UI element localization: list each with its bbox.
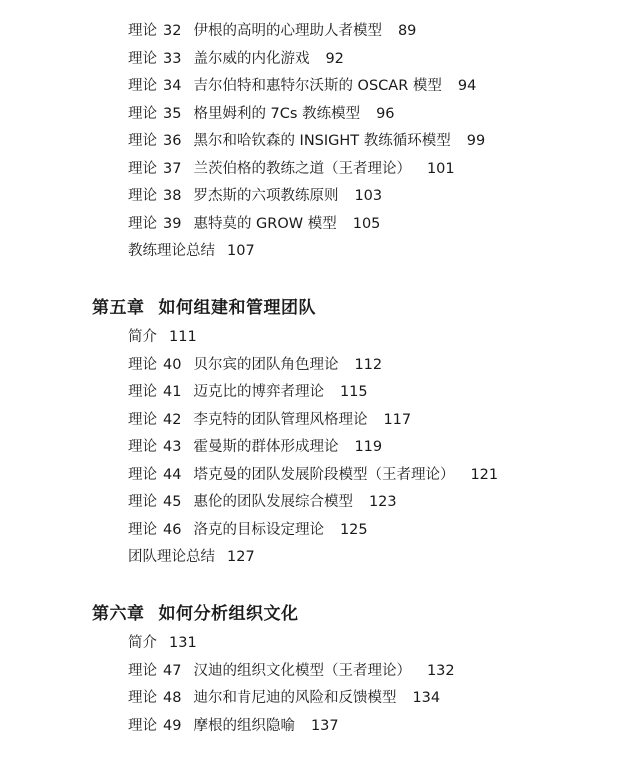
entry-label: 理论 xyxy=(128,384,157,400)
toc-entry[interactable] xyxy=(128,409,411,431)
entry-number: 46 xyxy=(163,521,182,538)
entry-number: 33 xyxy=(163,50,182,67)
entry-page: 89 xyxy=(397,23,417,39)
entry-number: 39 xyxy=(163,215,182,232)
entry-label: 理论 xyxy=(128,23,157,39)
entry-number: 48 xyxy=(163,690,182,706)
toc-entry[interactable] xyxy=(128,381,368,403)
toc-entry[interactable] xyxy=(128,75,476,97)
toc-entry-intro[interactable] xyxy=(128,326,197,348)
entry-label: 理论 xyxy=(128,690,157,706)
entry-title: 迈克比的博弈者理论 xyxy=(193,384,324,400)
chapter-number: 第五章 xyxy=(92,298,145,318)
entry-title: 格里姆利的 7Cs 教练模型 xyxy=(193,105,361,122)
entry-page: 94 xyxy=(457,78,477,94)
entry-number: 45 xyxy=(163,494,182,510)
entry-page: 92 xyxy=(325,50,344,67)
chapter-number: 第六章 xyxy=(92,604,145,624)
entry-label: 理论 xyxy=(128,439,157,455)
toc-entry[interactable] xyxy=(128,660,455,682)
toc-entry[interactable] xyxy=(128,491,397,513)
entry-page: 103 xyxy=(354,188,383,204)
toc-entry[interactable] xyxy=(128,519,368,541)
entry-label: 理论 xyxy=(128,188,157,204)
entry-label: 理论 xyxy=(128,133,157,149)
entry-title: 塔克曼的团队发展阶段模型（王者理论） xyxy=(193,466,455,483)
entry-label: 教练理论总结 xyxy=(128,243,215,259)
entry-page: 96 xyxy=(376,105,395,122)
entry-title: 洛克的目标设定理论 xyxy=(193,521,324,538)
entry-page: 134 xyxy=(412,690,441,706)
toc-entry[interactable] xyxy=(128,464,498,486)
entry-number: 36 xyxy=(163,133,182,149)
entry-number: 47 xyxy=(163,662,182,679)
entry-number: 40 xyxy=(163,356,182,373)
entry-number: 42 xyxy=(163,411,182,428)
entry-label: 理论 xyxy=(128,50,157,67)
entry-number: 44 xyxy=(163,466,182,483)
entry-label: 理论 xyxy=(128,662,157,679)
entry-label: 团队理论总结 xyxy=(128,549,215,565)
entry-number: 43 xyxy=(163,439,182,455)
entry-title: 兰茨伯格的教练之道（王者理论） xyxy=(193,160,411,177)
toc-entry[interactable] xyxy=(128,103,395,125)
toc-entry-intro[interactable] xyxy=(128,632,197,654)
entry-number: 34 xyxy=(163,78,182,94)
entry-page: 125 xyxy=(339,521,368,538)
entry-title: 摩根的组织隐喻 xyxy=(193,717,295,734)
toc-entry[interactable] xyxy=(128,213,380,235)
chapter-title: 如何组建和管理团队 xyxy=(158,298,316,318)
entry-page: 107 xyxy=(227,243,255,259)
entry-title: 迪尔和肯尼迪的风险和反馈模型 xyxy=(193,690,397,706)
entry-label: 理论 xyxy=(128,466,157,483)
entry-page: 101 xyxy=(426,160,455,177)
toc-entry-summary[interactable] xyxy=(128,240,255,262)
entry-label: 理论 xyxy=(128,521,157,538)
entry-page: 105 xyxy=(352,215,381,232)
entry-page: 127 xyxy=(227,549,255,565)
entry-page: 131 xyxy=(169,635,197,651)
entry-label: 理论 xyxy=(128,215,157,232)
entry-title: 霍曼斯的群体形成理论 xyxy=(193,439,339,455)
toc-entry[interactable] xyxy=(128,20,416,42)
entry-number: 41 xyxy=(163,384,182,400)
entry-page: 121 xyxy=(470,466,499,483)
entry-number: 37 xyxy=(163,160,182,177)
entry-title: 惠特莫的 GROW 模型 xyxy=(193,215,337,232)
entry-label: 理论 xyxy=(128,356,157,373)
entry-title: 罗杰斯的六项教练原则 xyxy=(193,188,339,204)
entry-label: 简介 xyxy=(128,329,157,345)
toc-entry[interactable] xyxy=(128,687,440,709)
entry-title: 黑尔和哈钦森的 INSIGHT 教练循环模型 xyxy=(193,133,451,149)
entry-page: 123 xyxy=(368,494,397,510)
entry-number: 38 xyxy=(163,188,182,204)
toc-entry[interactable] xyxy=(128,130,485,152)
entry-label: 理论 xyxy=(128,494,157,510)
entry-page: 132 xyxy=(426,662,455,679)
entry-title: 伊根的高明的心理助人者模型 xyxy=(193,23,382,39)
toc-entry[interactable] xyxy=(128,436,382,458)
entry-page: 115 xyxy=(339,384,368,400)
entry-title: 盖尔威的内化游戏 xyxy=(193,50,310,67)
entry-label: 理论 xyxy=(128,105,157,122)
toc-entry[interactable] xyxy=(128,158,455,180)
entry-label: 理论 xyxy=(128,411,157,428)
entry-title: 惠伦的团队发展综合模型 xyxy=(193,494,353,510)
toc-entry[interactable] xyxy=(128,715,339,737)
chapter-heading[interactable] xyxy=(92,601,299,627)
entry-title: 吉尔伯特和惠特尔沃斯的 OSCAR 模型 xyxy=(193,78,442,94)
entry-title: 李克特的团队管理风格理论 xyxy=(193,411,368,428)
toc-entry[interactable] xyxy=(128,185,382,207)
entry-page: 111 xyxy=(169,329,197,345)
entry-page: 112 xyxy=(354,356,383,373)
chapter-heading[interactable] xyxy=(92,295,316,321)
toc-entry[interactable] xyxy=(128,48,344,70)
toc-entry-summary[interactable] xyxy=(128,546,255,568)
entry-page: 137 xyxy=(310,717,339,734)
entry-page: 117 xyxy=(383,411,412,428)
entry-number: 32 xyxy=(163,23,182,39)
entry-label: 理论 xyxy=(128,717,157,734)
entry-label: 简介 xyxy=(128,635,157,651)
chapter-title: 如何分析组织文化 xyxy=(158,604,299,624)
entry-number: 49 xyxy=(163,717,182,734)
entry-number: 35 xyxy=(163,105,182,122)
entry-title: 汉迪的组织文化模型（王者理论） xyxy=(193,662,411,679)
entry-label: 理论 xyxy=(128,160,157,177)
entry-page: 119 xyxy=(354,439,383,455)
entry-label: 理论 xyxy=(128,78,157,94)
toc-entry[interactable] xyxy=(128,354,382,376)
entry-page: 99 xyxy=(466,133,486,149)
entry-title: 贝尔宾的团队角色理论 xyxy=(193,356,339,373)
